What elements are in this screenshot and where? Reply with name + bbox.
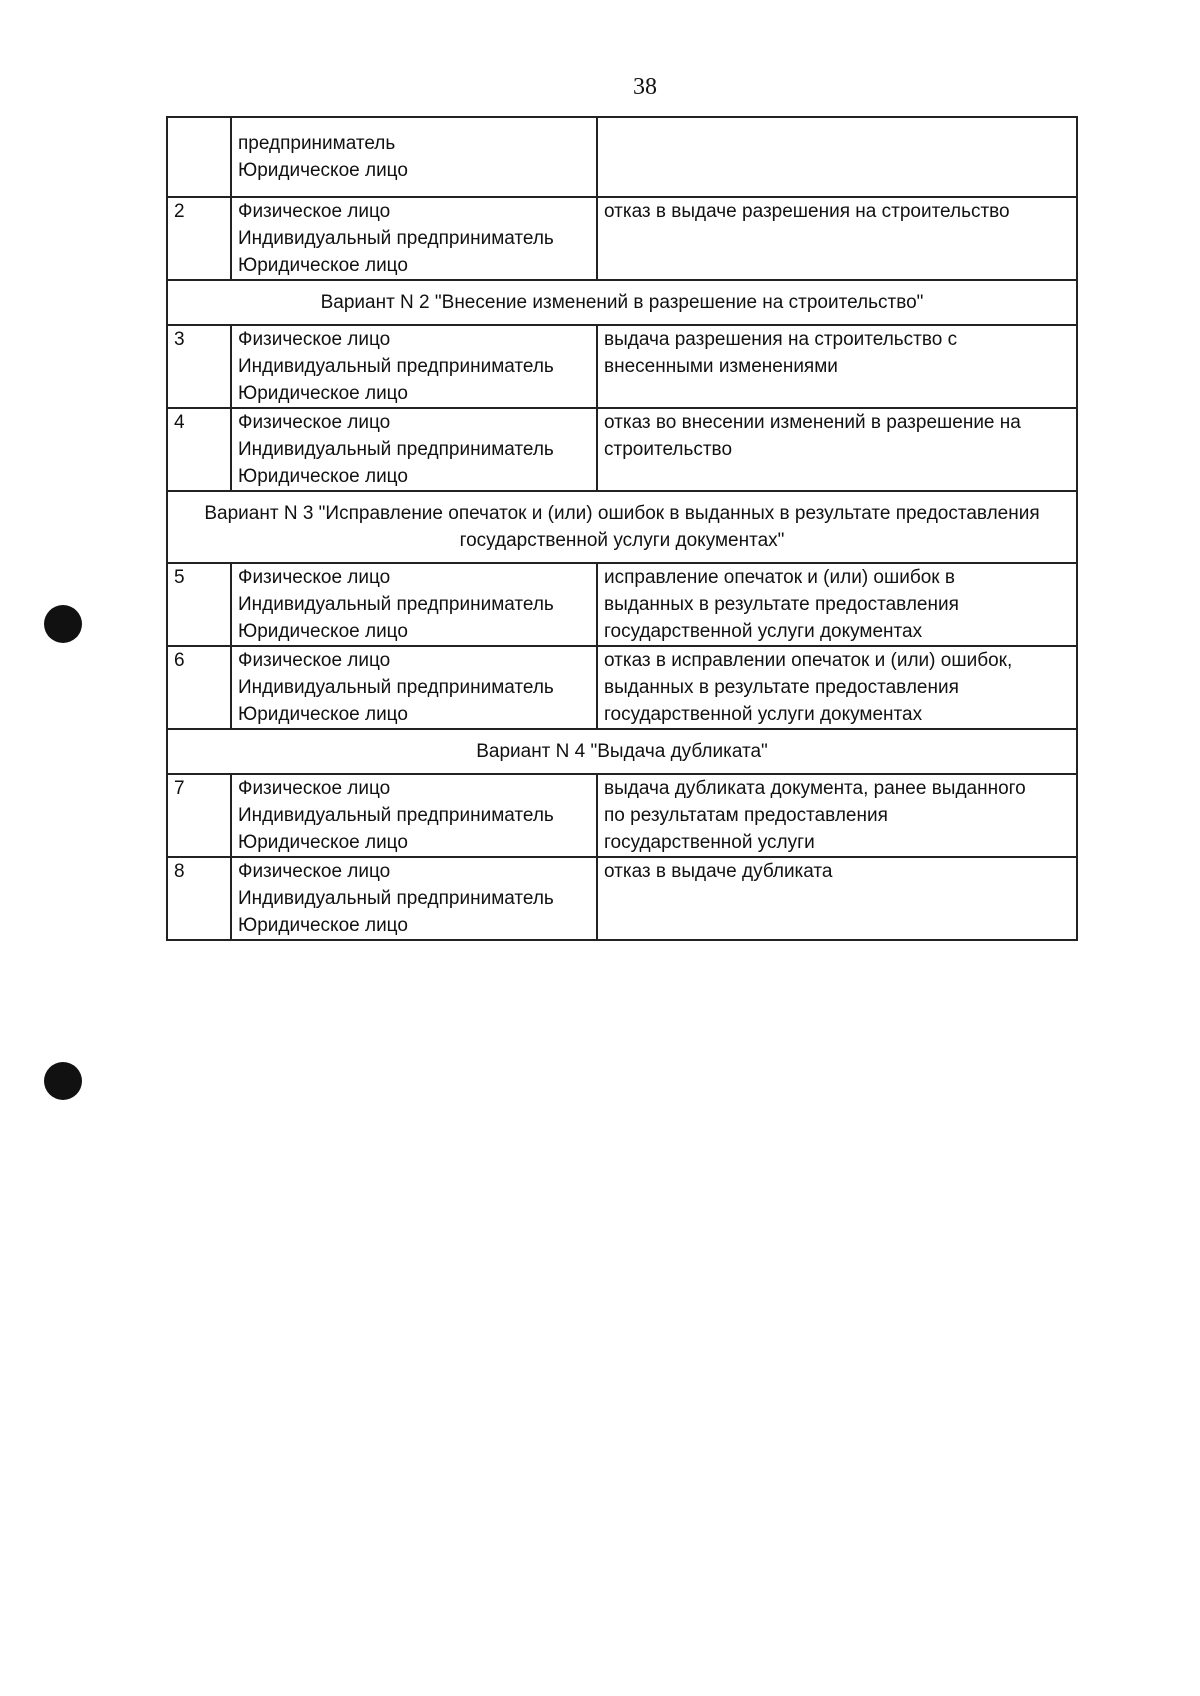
result-cell (597, 325, 1077, 408)
applicant-line: Физическое лицо (238, 861, 391, 882)
applicant-line: Юридическое лицо (238, 383, 408, 404)
result-cell (597, 646, 1077, 729)
result-line: строительство (604, 439, 733, 460)
variant-header-row (167, 729, 1077, 774)
result-line: государственной услуги документах (604, 704, 923, 725)
applicant-line: Физическое лицо (238, 567, 391, 588)
result-line: отказ в выдаче разрешения на строительство (604, 201, 1010, 222)
table-row (167, 774, 1077, 857)
table-row (167, 325, 1077, 408)
result-cell (597, 563, 1077, 646)
result-line: выданных в результате предоставления (604, 594, 959, 615)
applicant-line: Юридическое лицо (238, 255, 408, 276)
result-line: государственной услуги документах (604, 621, 923, 642)
applicant-line: Физическое лицо (238, 778, 391, 799)
variant-header-row (167, 491, 1077, 563)
variant-title: Вариант N 4 "Выдача дубликата" (167, 729, 1077, 774)
result-cell (597, 774, 1077, 857)
applicant-cell (231, 646, 597, 729)
result-line: отказ во внесении изменений в разрешение на (604, 412, 1021, 433)
result-line: выдача дубликата документа, ранее выданного (604, 778, 1026, 799)
applicant-cell (231, 408, 597, 491)
variant-title (167, 491, 1077, 563)
result-cell (597, 117, 1077, 197)
applicant-line: Индивидуальный предприниматель (238, 228, 554, 249)
applicant-line: Юридическое лицо (238, 832, 408, 853)
applicant-cell (231, 117, 597, 197)
applicant-line: Индивидуальный предприниматель (238, 677, 554, 698)
applicant-cell (231, 857, 597, 940)
table-row (167, 408, 1077, 491)
applicant-line: предприниматель (238, 133, 396, 154)
result-line: выдача разрешения на строительство с (604, 329, 958, 350)
result-line: государственной услуги (604, 832, 815, 853)
applicant-line: Физическое лицо (238, 201, 391, 222)
variants-table (166, 116, 1078, 941)
table-row (167, 563, 1077, 646)
result-line: отказ в исправлении опечаток и (или) ошибок, (604, 650, 1013, 671)
punch-hole-mark (44, 605, 82, 643)
row-number-cell: 8 (167, 857, 231, 940)
applicant-cell (231, 563, 597, 646)
result-line: исправление опечаток и (или) ошибок в (604, 567, 955, 588)
applicant-cell (231, 325, 597, 408)
variant-title: Вариант N 2 "Внесение изменений в разрешение на строительство" (167, 280, 1077, 325)
applicant-line: Физическое лицо (238, 650, 391, 671)
applicant-cell (231, 774, 597, 857)
row-number-cell: 3 (167, 325, 231, 408)
page-number: 38 (633, 74, 657, 100)
result-line: по результатам предоставления (604, 805, 888, 826)
result-cell (597, 197, 1077, 280)
row-number-cell (167, 117, 231, 197)
applicant-line: Физическое лицо (238, 412, 391, 433)
table-row (167, 857, 1077, 940)
applicant-line: Юридическое лицо (238, 160, 408, 181)
applicant-line: Физическое лицо (238, 329, 391, 350)
table-row (167, 646, 1077, 729)
punch-hole-mark (44, 1062, 82, 1100)
result-line: отказ в выдаче дубликата (604, 861, 833, 882)
applicant-line: Юридическое лицо (238, 704, 408, 725)
row-number-cell: 4 (167, 408, 231, 491)
applicant-line: Индивидуальный предприниматель (238, 594, 554, 615)
applicant-cell (231, 197, 597, 280)
result-cell (597, 408, 1077, 491)
row-number-cell: 2 (167, 197, 231, 280)
variant-title-line: Вариант N 3 "Исправление опечаток и (или) ошибок в выданных в результате предоставления (204, 503, 1040, 524)
applicant-line: Индивидуальный предприниматель (238, 805, 554, 826)
result-cell (597, 857, 1077, 940)
applicant-line: Юридическое лицо (238, 915, 408, 936)
result-line: выданных в результате предоставления (604, 677, 959, 698)
applicant-line: Индивидуальный предприниматель (238, 439, 554, 460)
variant-title-line: государственной услуги документах" (459, 530, 785, 551)
row-number-cell: 5 (167, 563, 231, 646)
applicant-line: Юридическое лицо (238, 621, 408, 642)
table-row (167, 117, 1077, 197)
applicant-line: Юридическое лицо (238, 466, 408, 487)
variant-header-row (167, 280, 1077, 325)
result-line: внесенными изменениями (604, 356, 838, 377)
table-row (167, 197, 1077, 280)
row-number-cell: 7 (167, 774, 231, 857)
applicant-line: Индивидуальный предприниматель (238, 888, 554, 909)
applicant-line: Индивидуальный предприниматель (238, 356, 554, 377)
row-number-cell: 6 (167, 646, 231, 729)
